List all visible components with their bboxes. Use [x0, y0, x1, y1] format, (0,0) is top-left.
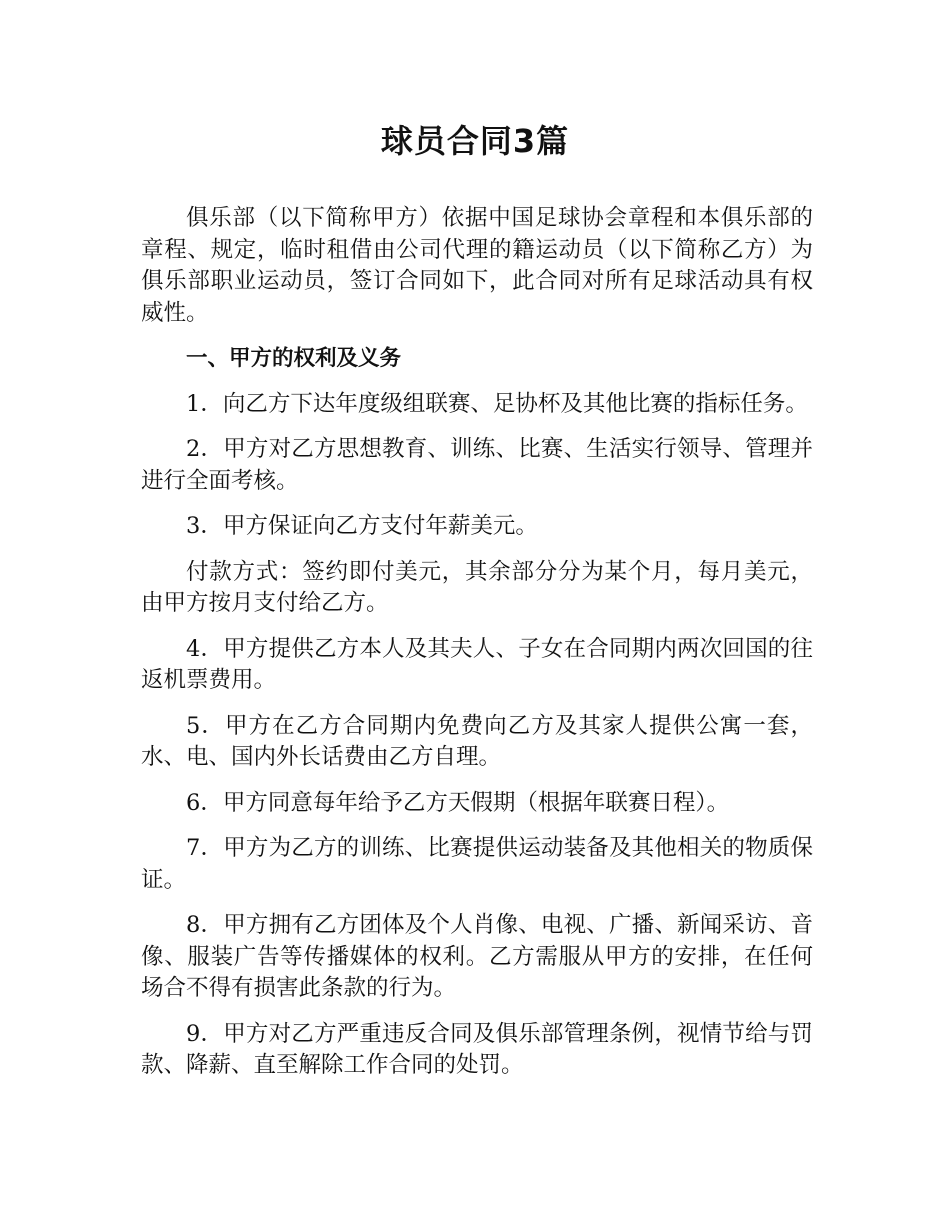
clause-3: 3．甲方保证向乙方支付年薪美元。 — [186, 513, 538, 539]
intro-paragraph: 俱乐部（以下简称甲方）依据中国足球协会章程和本俱乐部的章程、规定，临时租借由公司代理的籍运动员（以下简称乙方）为俱乐部职业运动员，签订合同如下，此合同对所有足球活动具有权威性。 — [141, 205, 813, 326]
clause-8: 8．甲方拥有乙方团体及个人肖像、电视、广播、新闻采访、音像、服装广告等传播媒体的权利。乙方需服从甲方的安排，在任何场合不得有损害此条款的行为。 — [141, 912, 813, 1001]
section-heading-party-a-rights: 一、甲方的权利及义务 — [186, 346, 402, 371]
clause-9: 9．甲方对乙方严重违反合同及俱乐部管理条例，视情节给与罚款、降薪、直至解除工作合同的处罚。 — [141, 1020, 813, 1078]
document-body — [141, 203, 813, 1096]
clause-1: 1．向乙方下达年度级组联赛、足协杯及其他比赛的指标任务。 — [186, 390, 808, 417]
document-title: 球员合同3篇 — [380, 122, 570, 160]
payment-method-paragraph: 付款方式：签约即付美元，其余部分分为某个月，每月美元，由甲方按月支付给乙方。 — [141, 558, 813, 616]
clause-2: 2．甲方对乙方思想教育、训练、比赛、生活实行领导、管理并进行全面考核。 — [141, 436, 813, 494]
clause-4: 4．甲方提供乙方本人及其夫人、子女在合同期内两次回国的往返机票费用。 — [141, 635, 813, 693]
clause-6: 6．甲方同意每年给予乙方天假期（根据年联赛日程）。 — [186, 789, 730, 816]
clause-7: 7．甲方为乙方的训练、比赛提供运动装备及其他相关的物质保证。 — [141, 835, 813, 893]
clause-5: 5．甲方在乙方合同期内免费向乙方及其家人提供公寓一套，水、电、国内外长话费由乙方自理。 — [141, 712, 813, 770]
